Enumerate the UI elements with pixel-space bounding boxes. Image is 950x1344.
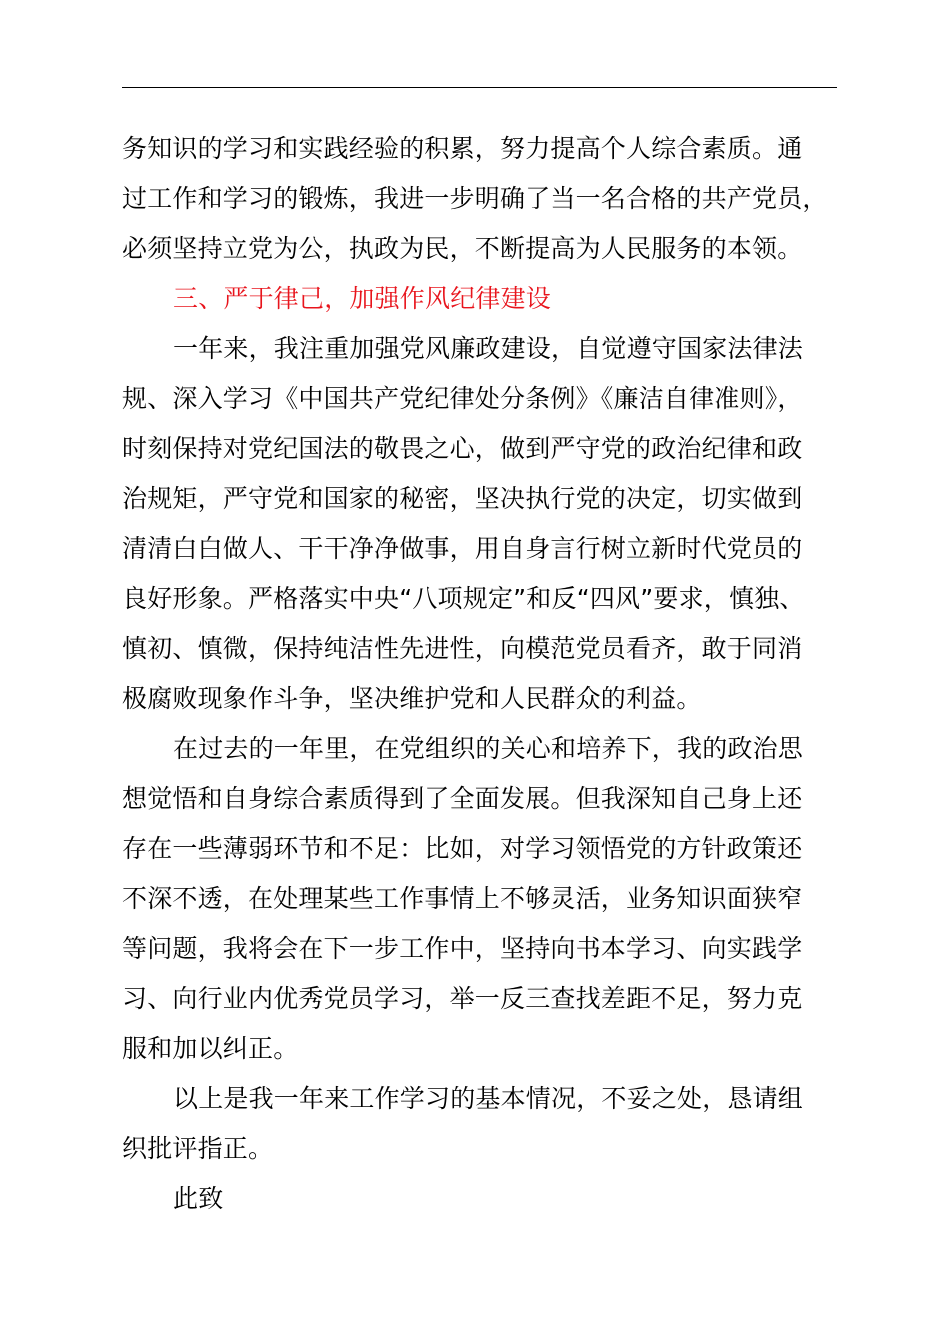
text-line: 服和加以纠正。 <box>122 1034 299 1063</box>
text-line: 习、向行业内优秀党员学习，举一反三查找差距不足，努力克 <box>122 984 803 1013</box>
text-line: 以上是我一年来工作学习的基本情况，不妥之处，恳请组 <box>173 1084 804 1113</box>
text-line: 等问题，我将会在下一步工作中，坚持向书本学习、向实践学 <box>122 934 803 963</box>
paragraph-summary <box>122 1074 862 1174</box>
text-line: 不深不透，在处理某些工作事情上不够灵活，业务知识面狭窄 <box>122 884 803 913</box>
text-line: 清清白白做人、干干净净做事，用自身言行树立新时代党员的 <box>122 534 803 563</box>
text-line: 存在一些薄弱环节和不足：比如，对学习领悟党的方针政策还 <box>122 834 803 863</box>
text-line: 想觉悟和自身综合素质得到了全面发展。但我深知自己身上还 <box>122 784 803 813</box>
text-line: 治规矩，严守党和国家的秘密，坚决执行党的决定，切实做到 <box>122 484 803 513</box>
header-rule <box>122 87 837 88</box>
paragraph-reflection <box>122 724 862 1074</box>
text-line: 时刻保持对党纪国法的敬畏之心，做到严守党的政治纪律和政 <box>122 434 803 463</box>
paragraph-discipline <box>122 324 862 724</box>
paragraph-continued <box>122 124 862 274</box>
text-line: 慎初、慎微，保持纯洁性先进性，向模范党员看齐，敢于同消 <box>122 634 803 663</box>
document-body <box>122 124 862 1224</box>
section-heading: 三、严于律己，加强作风纪律建设 <box>173 284 552 313</box>
text-line: 规、深入学习《中国共产党纪律处分条例》《廉洁自律准则》， <box>122 384 803 413</box>
text-line: 必须坚持立党为公，执政为民，不断提高为人民服务的本领。 <box>122 234 803 263</box>
text-line: 务知识的学习和实践经验的积累，努力提高个人综合素质。通 <box>122 134 803 163</box>
text-line: 良好形象。严格落实中央“八项规定”和反“四风”要求，慎独、 <box>122 584 805 613</box>
text-line: 织批评指正。 <box>122 1134 274 1163</box>
text-line: 过工作和学习的锻炼，我进一步明确了当一名合格的共产党员， <box>122 184 828 213</box>
text-line: 一年来，我注重加强党风廉政建设，自觉遵守国家法律法 <box>173 334 804 363</box>
text-line: 在过去的一年里，在党组织的关心和培养下，我的政治思 <box>173 734 804 763</box>
text-line: 极腐败现象作斗争，坚决维护党和人民群众的利益。 <box>122 684 702 713</box>
closing-salutation: 此致 <box>173 1184 224 1213</box>
